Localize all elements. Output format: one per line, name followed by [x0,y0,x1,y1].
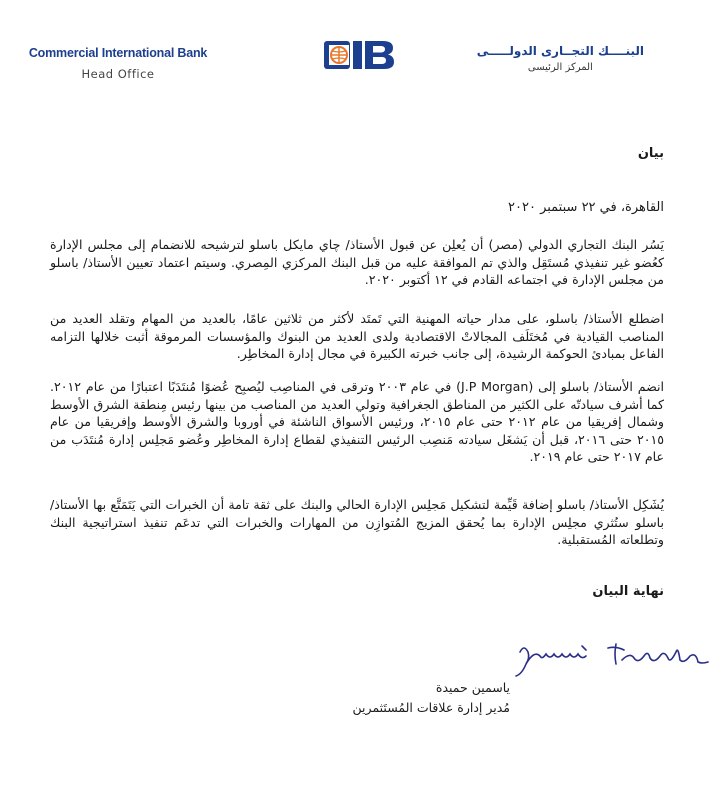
paragraph-career: انضم الأستاذ/ باسلو إلى (J.P Morgan) في عام ٢٠٠٣ وترقى في المناصِب ليُصبِح عُضوًا مُنتَدَبًا اعتبارًا من عام ٢٠١٢. كما أشرف سيادتّه على الكثير من المناطق الجغرافية وتولي العديد من المناصب من بينها رئيس مِنطقة الشرق الأوسط وشمال إفريقيا من عام ٢٠١٢ حتى عام ٢٠١٥، ورئيس الأسواق الناشئة في أوروبا والشرق الأوسط وإفريقيا من عام ٢٠١٥ حتى ٢٠١٦، قبل أن يَشغَل سيادته مَنصِب الرئيس التنفيذي لقطاع إدارة المخاطِر وعُضو مَجلِس إدارة مُنتَدَب من عام ٢٠١٧ حتى عام ٢٠١٩. [50,379,665,464]
paragraph-announcement: يَسُر البنك التجاري الدولي (مصر) أن يُعلِن عن قبول الأستاذ/ چاي مايكل باسلو لترشيحه للانضمام إلى مجلس الإدارة كعُضو غير تنفيذي مُستَقِل والذي تم الموافقة عليه من قبل البنك المركزي المِصري. وسيتم اعتماد تعيين الأستاذ/ باسلو من مجلس الإدارة في اجتماعه القادم في ١٢ أكتوبر ٢٠٢٠. [50,237,664,287]
handwritten-signature [512,640,712,680]
end-of-statement: نهاية البيان [592,584,664,599]
signatory-name: ياسمين حميدة [435,680,510,695]
bank-name-arabic: البنــــك التجــارى الدولـــــى [476,44,644,58]
head-office-arabic: المركز الرئيسى [527,62,593,73]
statement-title: بيان [637,146,664,161]
signatory-title: مُدير إدارة علاقات المُستَثمرين [352,700,510,715]
paragraph-experience: اضطلع الأستاذ/ باسلو، على مدار حياته المهنية التي تَمتَد لأكثر من ثلاثين عامًا، بالعديد من المهام وتقلد العديد من المناصب القيادية في مُختَلَف المجالاتْ الاقتصادية ولدى العديد من البنوك والمؤسسات المرموقة أثبت خلالها التزامه الفاعل بمبادئ الحوكمة الرشيدة، إلى جانب خبرته الكبيرة في مجال إدارة المخاطِر. [50,311,664,361]
cib-logo-icon [323,40,395,70]
head-office-english: Head Office [81,67,155,81]
english-letterhead [28,46,208,81]
date-line: القاهرة، في ٢٢ سبتمبر ٢٠٢٠ [508,200,664,215]
letterhead [0,0,720,100]
bank-name-english: Commercial International Bank [28,46,208,60]
paragraph-value: يُشَكِل الأستاذ/ باسلو إضافة قَيِّمة لتشكيل مَجلِس الإدارة الحالي والبنك على ثقة تامة أن الخبرات التي يَتَمَتَّع بها الأستاذ/ باسلو ستُثري مجلِس الإدارة بما يُحقق المزيج المُتوازِن من المهارات والخبرات التي تدعَم تنفيذ استراتيجية البنك وتطلعاته المُستقبلية. [50,497,664,547]
arabic-letterhead [477,44,644,73]
